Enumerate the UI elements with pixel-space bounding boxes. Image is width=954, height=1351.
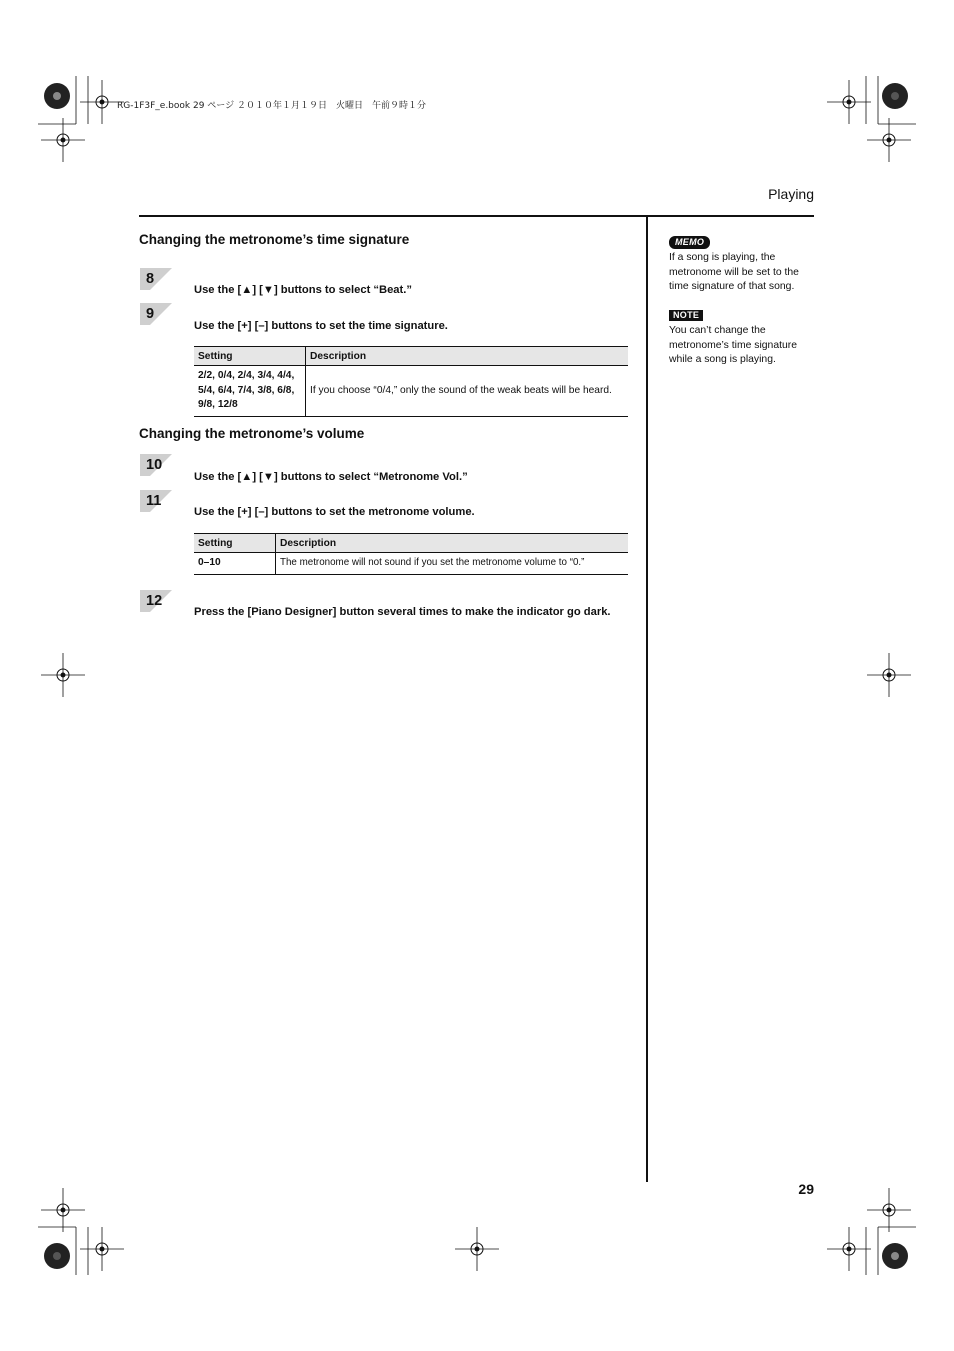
description-cell: If you choose “0/4,” only the sound of the weak beats will be heard. xyxy=(306,366,629,417)
step-badge-shape xyxy=(140,303,172,325)
note-text: You can’t change the metronome’s time signature while a song is playing. xyxy=(669,325,798,365)
print-slug-line: RG-1F3F_e.book 29 ページ ２０１０年１月１９日 火曜日 午前９時１分 xyxy=(117,101,426,111)
step-instruction: Press the [Piano Designer] button several times to make the indicator go dark. xyxy=(194,606,611,618)
setting-cell: 0–10 xyxy=(194,553,276,575)
memo-text: If a song is playing, the metronome will be set to the time signature of that song. xyxy=(669,252,799,292)
setting-cell: 2/2, 0/4, 2/4, 3/4, 4/4, 5/4, 6/4, 7/4, 3/8, 6/8, 9/8, 12/8 xyxy=(194,366,306,417)
step-number: 12 xyxy=(146,593,163,609)
running-head: Playing xyxy=(768,186,814,202)
step-number: 8 xyxy=(146,271,155,287)
metronome-volume-table xyxy=(194,533,628,575)
step-number: 11 xyxy=(146,493,162,509)
column-divider xyxy=(646,217,648,1182)
header-rule xyxy=(139,215,814,217)
description-cell: The metronome will not sound if you set the metronome volume to “0.” xyxy=(276,553,629,575)
section-heading-volume: Changing the metronome’s volume xyxy=(139,426,365,441)
table-row xyxy=(194,553,628,575)
column-header: Description xyxy=(306,347,629,366)
table-header-row xyxy=(194,347,628,366)
step-badge xyxy=(140,490,172,512)
column-header: Description xyxy=(276,534,629,553)
step-badge xyxy=(140,454,172,476)
step-badge xyxy=(140,303,172,325)
step-instruction: Use the [▲] [▼] buttons to select “Metronome Vol.” xyxy=(194,471,468,483)
step-number: 10 xyxy=(146,457,163,473)
step-badge xyxy=(140,268,172,290)
page-number: 29 xyxy=(798,1181,814,1197)
memo-badge: MEMO xyxy=(669,236,710,249)
table-header-row xyxy=(194,534,628,553)
table-row xyxy=(194,366,628,417)
step-instruction: Use the [+] [–] buttons to set the metronome volume. xyxy=(194,506,475,518)
section-heading-time-signature: Changing the metronome’s time signature xyxy=(139,232,410,247)
step-badge-shape xyxy=(140,268,172,290)
step-instruction: Use the [▲] [▼] buttons to select “Beat.” xyxy=(194,284,412,296)
note-badge: NOTE xyxy=(669,310,703,321)
step-number: 9 xyxy=(146,306,155,322)
step-badge xyxy=(140,590,172,612)
column-header: Setting xyxy=(194,534,276,553)
step-instruction: Use the [+] [–] buttons to set the time signature. xyxy=(194,320,448,332)
column-header: Setting xyxy=(194,347,306,366)
time-signature-table xyxy=(194,346,628,417)
